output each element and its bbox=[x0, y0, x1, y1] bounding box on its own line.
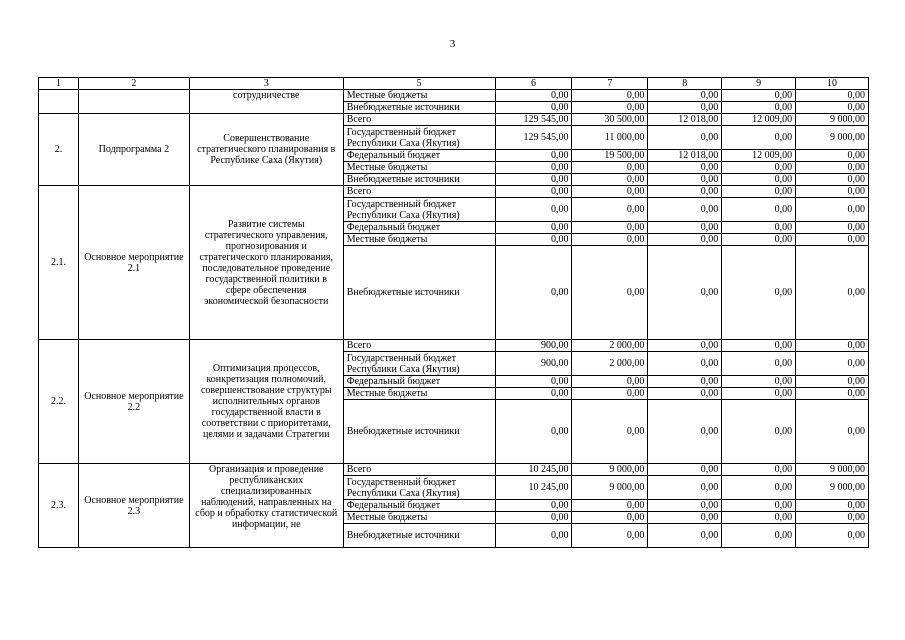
funding-source: Государственный бюджет Республики Саха (Якутия) bbox=[343, 476, 495, 500]
header-cell: 8 bbox=[648, 78, 722, 90]
item-description: сотрудничестве bbox=[189, 90, 343, 114]
amount-cell: 12 009,00 bbox=[722, 150, 796, 162]
amount-cell: 0,00 bbox=[796, 500, 869, 512]
table-row bbox=[39, 464, 869, 476]
table-row bbox=[39, 186, 869, 198]
amount-cell: 129 545,00 bbox=[495, 126, 572, 150]
amount-cell: 0,00 bbox=[796, 246, 869, 340]
header-cell: 2 bbox=[79, 78, 190, 90]
funding-source: Местные бюджеты bbox=[343, 90, 495, 102]
amount-cell: 0,00 bbox=[796, 162, 869, 174]
item-number: 2.2. bbox=[39, 340, 79, 464]
funding-source: Всего bbox=[343, 114, 495, 126]
amount-cell: 9 000,00 bbox=[796, 464, 869, 476]
amount-cell: 0,00 bbox=[796, 150, 869, 162]
amount-cell: 129 545,00 bbox=[495, 114, 572, 126]
header-cell: 1 bbox=[39, 78, 79, 90]
amount-cell: 0,00 bbox=[495, 246, 572, 340]
amount-cell: 19 500,00 bbox=[572, 150, 648, 162]
funding-source: Всего bbox=[343, 186, 495, 198]
amount-cell: 0,00 bbox=[495, 234, 572, 246]
amount-cell: 0,00 bbox=[495, 162, 572, 174]
amount-cell: 0,00 bbox=[722, 246, 796, 340]
amount-cell: 0,00 bbox=[495, 198, 572, 222]
funding-source: Всего bbox=[343, 340, 495, 352]
header-cell: 3 bbox=[189, 78, 343, 90]
header-cell: 6 bbox=[495, 78, 572, 90]
funding-source: Местные бюджеты bbox=[343, 512, 495, 524]
amount-cell: 9 000,00 bbox=[572, 464, 648, 476]
amount-cell: 0,00 bbox=[796, 198, 869, 222]
amount-cell: 0,00 bbox=[572, 174, 648, 186]
amount-cell: 0,00 bbox=[495, 186, 572, 198]
item-description: Совершенствование стратегического планирования в Республике Саха (Якутия) bbox=[189, 114, 343, 186]
amount-cell: 0,00 bbox=[572, 198, 648, 222]
amount-cell: 0,00 bbox=[722, 352, 796, 376]
amount-cell: 0,00 bbox=[796, 102, 869, 114]
amount-cell: 0,00 bbox=[722, 464, 796, 476]
amount-cell: 0,00 bbox=[648, 388, 722, 400]
amount-cell: 12 018,00 bbox=[648, 150, 722, 162]
amount-cell: 0,00 bbox=[495, 500, 572, 512]
amount-cell: 0,00 bbox=[648, 376, 722, 388]
funding-source: Внебюджетные источники bbox=[343, 174, 495, 186]
amount-cell: 0,00 bbox=[648, 246, 722, 340]
amount-cell: 0,00 bbox=[572, 90, 648, 102]
table-row bbox=[39, 340, 869, 352]
amount-cell: 0,00 bbox=[495, 90, 572, 102]
amount-cell: 9 000,00 bbox=[572, 476, 648, 500]
amount-cell: 0,00 bbox=[722, 162, 796, 174]
funding-source: Местные бюджеты bbox=[343, 388, 495, 400]
funding-source: Государственный бюджет Республики Саха (Якутия) bbox=[343, 126, 495, 150]
amount-cell: 900,00 bbox=[495, 352, 572, 376]
funding-source: Местные бюджеты bbox=[343, 162, 495, 174]
amount-cell: 0,00 bbox=[722, 234, 796, 246]
item-number: 2.1. bbox=[39, 186, 79, 340]
amount-cell: 0,00 bbox=[722, 340, 796, 352]
amount-cell: 0,00 bbox=[572, 246, 648, 340]
amount-cell: 0,00 bbox=[572, 162, 648, 174]
amount-cell: 10 245,00 bbox=[495, 476, 572, 500]
amount-cell: 0,00 bbox=[648, 126, 722, 150]
amount-cell: 0,00 bbox=[572, 102, 648, 114]
amount-cell: 0,00 bbox=[648, 102, 722, 114]
amount-cell: 0,00 bbox=[572, 376, 648, 388]
table-row bbox=[39, 114, 869, 126]
amount-cell: 0,00 bbox=[796, 234, 869, 246]
amount-cell: 0,00 bbox=[722, 102, 796, 114]
amount-cell: 0,00 bbox=[722, 476, 796, 500]
amount-cell: 0,00 bbox=[648, 512, 722, 524]
amount-cell: 0,00 bbox=[572, 400, 648, 464]
amount-cell: 0,00 bbox=[648, 234, 722, 246]
amount-cell: 0,00 bbox=[722, 512, 796, 524]
amount-cell: 0,00 bbox=[495, 388, 572, 400]
amount-cell: 12 009,00 bbox=[722, 114, 796, 126]
amount-cell: 0,00 bbox=[796, 174, 869, 186]
amount-cell: 0,00 bbox=[796, 524, 869, 548]
funding-source: Государственный бюджет Республики Саха (Якутия) bbox=[343, 352, 495, 376]
amount-cell: 0,00 bbox=[648, 400, 722, 464]
amount-cell: 900,00 bbox=[495, 340, 572, 352]
amount-cell: 0,00 bbox=[722, 400, 796, 464]
amount-cell: 0,00 bbox=[796, 186, 869, 198]
amount-cell: 0,00 bbox=[648, 198, 722, 222]
amount-cell: 0,00 bbox=[648, 476, 722, 500]
item-description: Развитие системы стратегического управления, прогнозирования и стратегического планирования, последовательное проведение государственной политики в сфере обеспечения экономической безопасности bbox=[189, 186, 343, 340]
item-name: Основное мероприятие 2.2 bbox=[79, 340, 190, 464]
amount-cell: 0,00 bbox=[722, 524, 796, 548]
amount-cell: 0,00 bbox=[796, 400, 869, 464]
amount-cell: 9 000,00 bbox=[796, 114, 869, 126]
item-name bbox=[79, 90, 190, 114]
funding-source: Внебюджетные источники bbox=[343, 400, 495, 464]
amount-cell: 0,00 bbox=[722, 126, 796, 150]
amount-cell: 0,00 bbox=[495, 150, 572, 162]
amount-cell: 0,00 bbox=[648, 464, 722, 476]
amount-cell: 0,00 bbox=[722, 388, 796, 400]
page-number: 3 bbox=[449, 38, 456, 50]
amount-cell: 0,00 bbox=[572, 388, 648, 400]
funding-source: Федеральный бюджет bbox=[343, 376, 495, 388]
funding-source: Внебюджетные источники bbox=[343, 524, 495, 548]
amount-cell: 0,00 bbox=[648, 352, 722, 376]
header-cell: 9 bbox=[722, 78, 796, 90]
amount-cell: 0,00 bbox=[495, 376, 572, 388]
funding-source: Местные бюджеты bbox=[343, 234, 495, 246]
amount-cell: 0,00 bbox=[572, 500, 648, 512]
amount-cell: 0,00 bbox=[796, 340, 869, 352]
amount-cell: 30 500,00 bbox=[572, 114, 648, 126]
table-row bbox=[39, 90, 869, 102]
amount-cell: 2 000,00 bbox=[572, 352, 648, 376]
header-cell: 5 bbox=[343, 78, 495, 90]
amount-cell: 0,00 bbox=[648, 162, 722, 174]
header-cell: 7 bbox=[572, 78, 648, 90]
funding-source: Федеральный бюджет bbox=[343, 500, 495, 512]
amount-cell: 0,00 bbox=[796, 512, 869, 524]
amount-cell: 2 000,00 bbox=[572, 340, 648, 352]
amount-cell: 0,00 bbox=[722, 376, 796, 388]
amount-cell: 9 000,00 bbox=[796, 476, 869, 500]
amount-cell: 10 245,00 bbox=[495, 464, 572, 476]
funding-source: Федеральный бюджет bbox=[343, 150, 495, 162]
item-name: Основное мероприятие 2.1 bbox=[79, 186, 190, 340]
amount-cell: 0,00 bbox=[572, 222, 648, 234]
item-number: 2. bbox=[39, 114, 79, 186]
amount-cell: 0,00 bbox=[648, 174, 722, 186]
header-cell: 10 bbox=[796, 78, 869, 90]
amount-cell: 0,00 bbox=[648, 90, 722, 102]
amount-cell: 0,00 bbox=[722, 198, 796, 222]
funding-source: Внебюджетные источники bbox=[343, 246, 495, 340]
funding-source: Государственный бюджет Республики Саха (Якутия) bbox=[343, 198, 495, 222]
amount-cell: 9 000,00 bbox=[796, 126, 869, 150]
budget-table bbox=[38, 77, 869, 548]
item-number: 2.3. bbox=[39, 464, 79, 548]
funding-source: Внебюджетные источники bbox=[343, 102, 495, 114]
amount-cell: 11 000,00 bbox=[572, 126, 648, 150]
amount-cell: 0,00 bbox=[796, 388, 869, 400]
amount-cell: 0,00 bbox=[495, 174, 572, 186]
item-description: Организация и проведение республиканских специализированных наблюдений, направленных на сбор и обработку статистической информации, не bbox=[189, 464, 343, 548]
amount-cell: 0,00 bbox=[648, 340, 722, 352]
amount-cell: 0,00 bbox=[796, 352, 869, 376]
amount-cell: 0,00 bbox=[796, 90, 869, 102]
funding-source: Федеральный бюджет bbox=[343, 222, 495, 234]
amount-cell: 0,00 bbox=[722, 500, 796, 512]
amount-cell: 0,00 bbox=[722, 186, 796, 198]
amount-cell: 0,00 bbox=[495, 524, 572, 548]
amount-cell: 0,00 bbox=[572, 524, 648, 548]
amount-cell: 0,00 bbox=[722, 90, 796, 102]
amount-cell: 0,00 bbox=[495, 400, 572, 464]
amount-cell: 0,00 bbox=[722, 222, 796, 234]
amount-cell: 0,00 bbox=[572, 186, 648, 198]
funding-source: Всего bbox=[343, 464, 495, 476]
item-description: Оптимизация процессов, конкретизация полномочий, совершенствование структуры исполнительных органов государственной власти в соответствии с приоритетами, целями и задачами Стратегии bbox=[189, 340, 343, 464]
amount-cell: 0,00 bbox=[495, 512, 572, 524]
amount-cell: 0,00 bbox=[648, 222, 722, 234]
amount-cell: 0,00 bbox=[796, 222, 869, 234]
amount-cell: 0,00 bbox=[495, 222, 572, 234]
amount-cell: 0,00 bbox=[648, 500, 722, 512]
item-number bbox=[39, 90, 79, 114]
amount-cell: 0,00 bbox=[648, 186, 722, 198]
amount-cell: 0,00 bbox=[796, 376, 869, 388]
amount-cell: 0,00 bbox=[572, 234, 648, 246]
item-name: Подпрограмма 2 bbox=[79, 114, 190, 186]
item-name: Основное мероприятие 2.3 bbox=[79, 464, 190, 548]
amount-cell: 0,00 bbox=[722, 174, 796, 186]
header-row bbox=[39, 78, 869, 90]
amount-cell: 12 018,00 bbox=[648, 114, 722, 126]
amount-cell: 0,00 bbox=[495, 102, 572, 114]
amount-cell: 0,00 bbox=[648, 524, 722, 548]
amount-cell: 0,00 bbox=[572, 512, 648, 524]
